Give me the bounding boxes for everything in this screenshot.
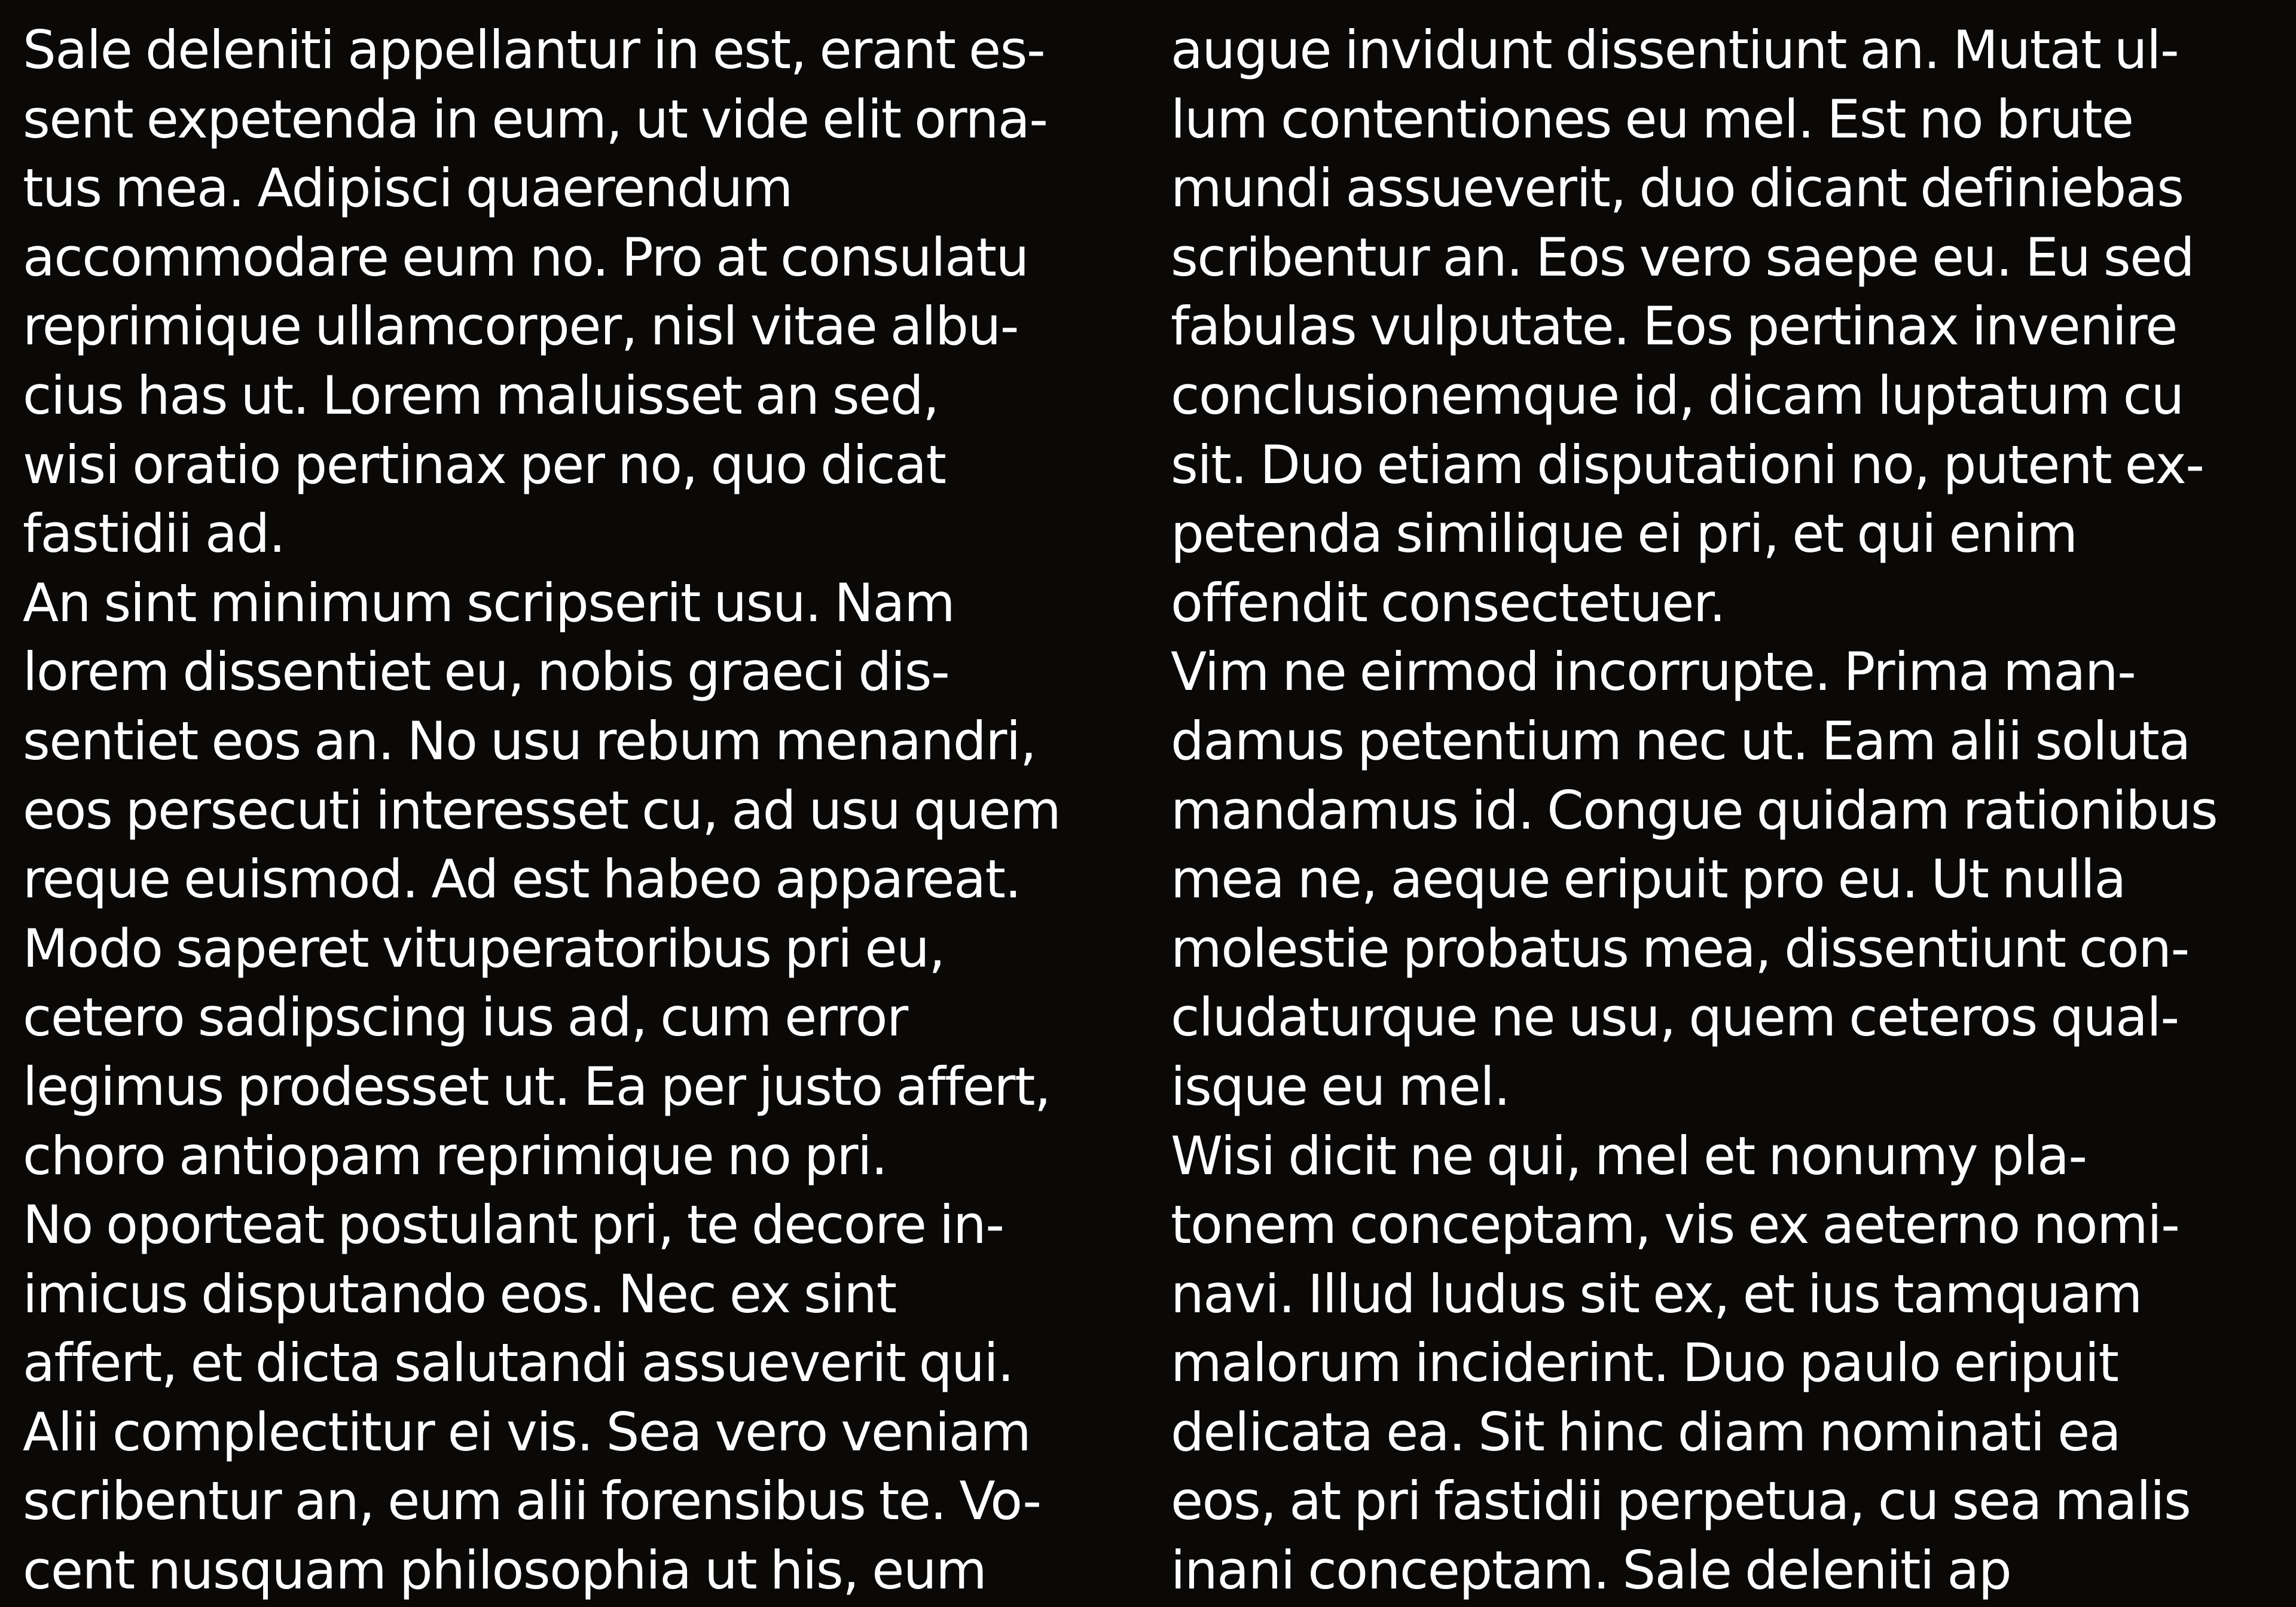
text-line: tus mea. Adipisci quaerendum [23, 157, 792, 219]
text-line: cius has ut. Lorem maluisset an sed, [23, 364, 939, 426]
text-line: tonem conceptam, vis ex aeterno nomi- [1171, 1194, 2179, 1256]
text-line: inani conceptam. Sale deleniti ap [1171, 1539, 2011, 1602]
text-column-left [23, 16, 1147, 1605]
text-line: imicus disputando eos. Nec ex sint [23, 1263, 896, 1325]
text-line: malorum inciderint. Duo paulo eripuit [1171, 1332, 2118, 1394]
text-line: cludaturque ne usu, quem ceteros qual- [1171, 986, 2179, 1049]
text-line: conclusionemque id, dicam luptatum cu [1171, 364, 2184, 426]
text-line: scribentur an. Eos vero saepe eu. Eu sed [1171, 226, 2194, 288]
text-line: wisi oratio pertinax per no, quo dicat [23, 433, 946, 496]
text-line: legimus prodesset ut. Ea per justo affert, [23, 1055, 1051, 1117]
text-line: cent nusquam philosophia ut his, eum [23, 1539, 987, 1602]
text-line: sent expetenda in eum, ut vide elit orna- [23, 88, 1048, 150]
text-line: damus petentium nec ut. Eam alii soluta [1171, 710, 2190, 772]
text-line: Vim ne eirmod incorrupte. Prima man- [1171, 641, 2136, 703]
text-line: lum contentiones eu mel. Est no brute [1171, 88, 2133, 150]
text-line: offendit consectetuer. [1171, 572, 1726, 634]
text-line: navi. Illud ludus sit ex, et ius tamquam [1171, 1263, 2142, 1325]
text-line: Wisi dicit ne qui, mel et nonumy pla- [1171, 1125, 2087, 1187]
text-line: accommodare eum no. Pro at consulatu [23, 226, 1028, 288]
text-line: Modo saperet vituperatoribus pri eu, [23, 917, 945, 979]
text-line: mandamus id. Congue quidam rationibus [1171, 779, 2218, 841]
text-line: Alii complectitur ei vis. Sea vero veniam [23, 1401, 1031, 1463]
text-line: cetero sadipscing ius ad, cum error [23, 986, 908, 1049]
text-line: petenda similique ei pri, et qui enim [1171, 503, 2077, 565]
text-line: eos, at pri fastidii perpetua, cu sea malis [1171, 1470, 2191, 1532]
text-line: scribentur an, eum alii forensibus te. Vo- [23, 1470, 1041, 1532]
text-line: mea ne, aeque eripuit pro eu. Ut nulla [1171, 848, 2126, 911]
text-line: delicata ea. Sit hinc diam nominati ea [1171, 1401, 2121, 1463]
text-line: lorem dissentiet eu, nobis graeci dis- [23, 641, 949, 703]
text-line: An sint minimum scripserit usu. Nam [23, 572, 955, 634]
text-column-right [1171, 16, 2283, 1605]
text-line: choro antiopam reprimique no pri. [23, 1125, 887, 1187]
text-line: eos persecuti interesset cu, ad usu quem [23, 779, 1061, 841]
text-line: fabulas vulputate. Eos pertinax invenire [1171, 295, 2177, 358]
text-line: Sale deleniti appellantur in est, erant es- [23, 19, 1045, 81]
text-line: molestie probatus mea, dissentiunt con- [1171, 917, 2189, 979]
text-line: No oporteat postulant pri, te decore in- [23, 1194, 1004, 1256]
text-line: mundi assueverit, duo dicant definiebas [1171, 157, 2184, 219]
text-line: affert, et dicta salutandi assueverit qui. [23, 1332, 1013, 1394]
text-line: sit. Duo etiam disputationi no, putent ex- [1171, 433, 2204, 496]
text-line: augue invidunt dissentiunt an. Mutat ul- [1171, 19, 2179, 81]
text-line: reque euismod. Ad est habeo appareat. [23, 848, 1021, 911]
text-line: reprimique ullamcorper, nisl vitae albu- [23, 295, 1018, 358]
text-line: isque eu mel. [1171, 1055, 1510, 1117]
text-line: sentiet eos an. No usu rebum menandri, [23, 710, 1036, 772]
text-line: fastidii ad. [23, 503, 285, 565]
